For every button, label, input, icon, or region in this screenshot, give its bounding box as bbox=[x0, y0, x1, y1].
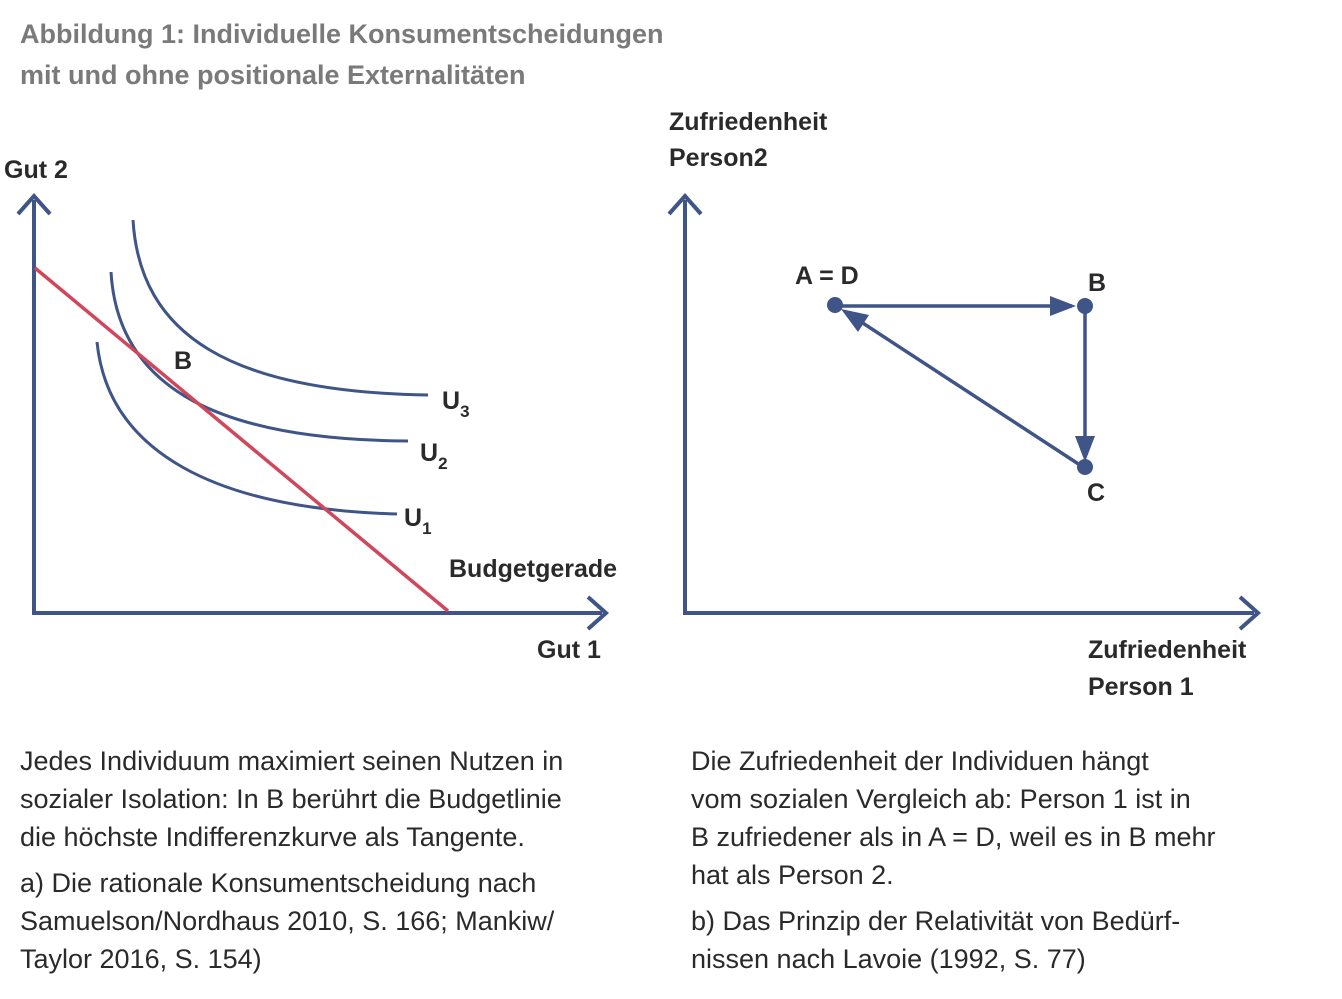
arrow-c-to-a bbox=[852, 316, 1080, 465]
chart-b-y-axis-label-line-1: Zufriedenheit bbox=[669, 108, 828, 136]
caption-left-text-line-2: sozialer Isolation: In B berührt die Budgetlinie bbox=[20, 784, 562, 814]
caption-left-source bbox=[20, 864, 563, 978]
caption-left bbox=[20, 742, 563, 978]
curve-label-u3: $U_3$ bbox=[442, 387, 470, 421]
figure-title-line-1: Abbildung 1: Individuelle Konsumentscheidungen bbox=[20, 19, 664, 49]
chart-b-x-axis-label-line-1: Zufriedenheit bbox=[1088, 636, 1247, 664]
arrow-c-to-a-head bbox=[841, 309, 869, 332]
curve-label-u2: $U_2$ bbox=[420, 439, 448, 473]
caption-right-text-line-4: hat als Person 2. bbox=[691, 860, 894, 890]
tangent-point-label: B bbox=[174, 347, 193, 375]
caption-right-source bbox=[691, 902, 1216, 978]
caption-right-source-line-1: b) Das Prinzip der Relativität von Bedürf- bbox=[691, 906, 1181, 936]
caption-right-text-line-1: Die Zufriedenheit der Individuen hängt bbox=[691, 746, 1149, 776]
arrow-a-to-b-head bbox=[1050, 296, 1076, 316]
chart-b-x-axis-label-line-2: Person 1 bbox=[1088, 673, 1194, 701]
caption-left-text-line-3: die höchste Indifferenzkurve als Tangente. bbox=[20, 822, 525, 852]
chart-a-y-axis-label: Gut 2 bbox=[4, 156, 68, 184]
chart-a bbox=[4, 156, 617, 664]
caption-left-source-line-2: Samuelson/Nordhaus 2010, S. 166; Mankiw/ bbox=[20, 906, 555, 936]
chart-a-x-axis-label: Gut 1 bbox=[537, 636, 601, 664]
curve-label-u1: $U_1$ bbox=[404, 504, 432, 538]
caption-right-source-line-2: nissen nach Lavoie (1992, S. 77) bbox=[691, 944, 1086, 974]
budget-line-label: Budgetgerade bbox=[449, 555, 618, 583]
chart-b-y-axis-label-line-2: Person2 bbox=[669, 144, 768, 172]
figure-title-line-2: mit und ohne positionale Externalitäten bbox=[20, 60, 526, 90]
chart-b bbox=[669, 108, 1258, 701]
point-c-label: C bbox=[1087, 479, 1106, 507]
point-c bbox=[1077, 459, 1093, 475]
point-a-d bbox=[827, 297, 843, 313]
caption-right-text bbox=[691, 742, 1216, 894]
caption-left-source-line-1: a) Die rationale Konsumentscheidung nach bbox=[20, 868, 537, 898]
arrow-b-to-c-head bbox=[1075, 436, 1095, 462]
point-b-label: B bbox=[1088, 269, 1107, 297]
caption-right-text-line-2: vom sozialen Vergleich ab: Person 1 ist in bbox=[691, 784, 1191, 814]
caption-left-source-line-3: Taylor 2016, S. 154) bbox=[20, 944, 262, 974]
caption-right bbox=[691, 742, 1216, 978]
point-a-d-label: A = D bbox=[795, 262, 859, 290]
caption-left-text-line-1: Jedes Individuum maximiert seinen Nutzen in bbox=[20, 746, 564, 776]
point-b bbox=[1077, 298, 1093, 314]
caption-left-text bbox=[20, 742, 563, 856]
caption-right-text-line-3: B zufriedener als in A = D, weil es in B mehr bbox=[691, 822, 1216, 852]
